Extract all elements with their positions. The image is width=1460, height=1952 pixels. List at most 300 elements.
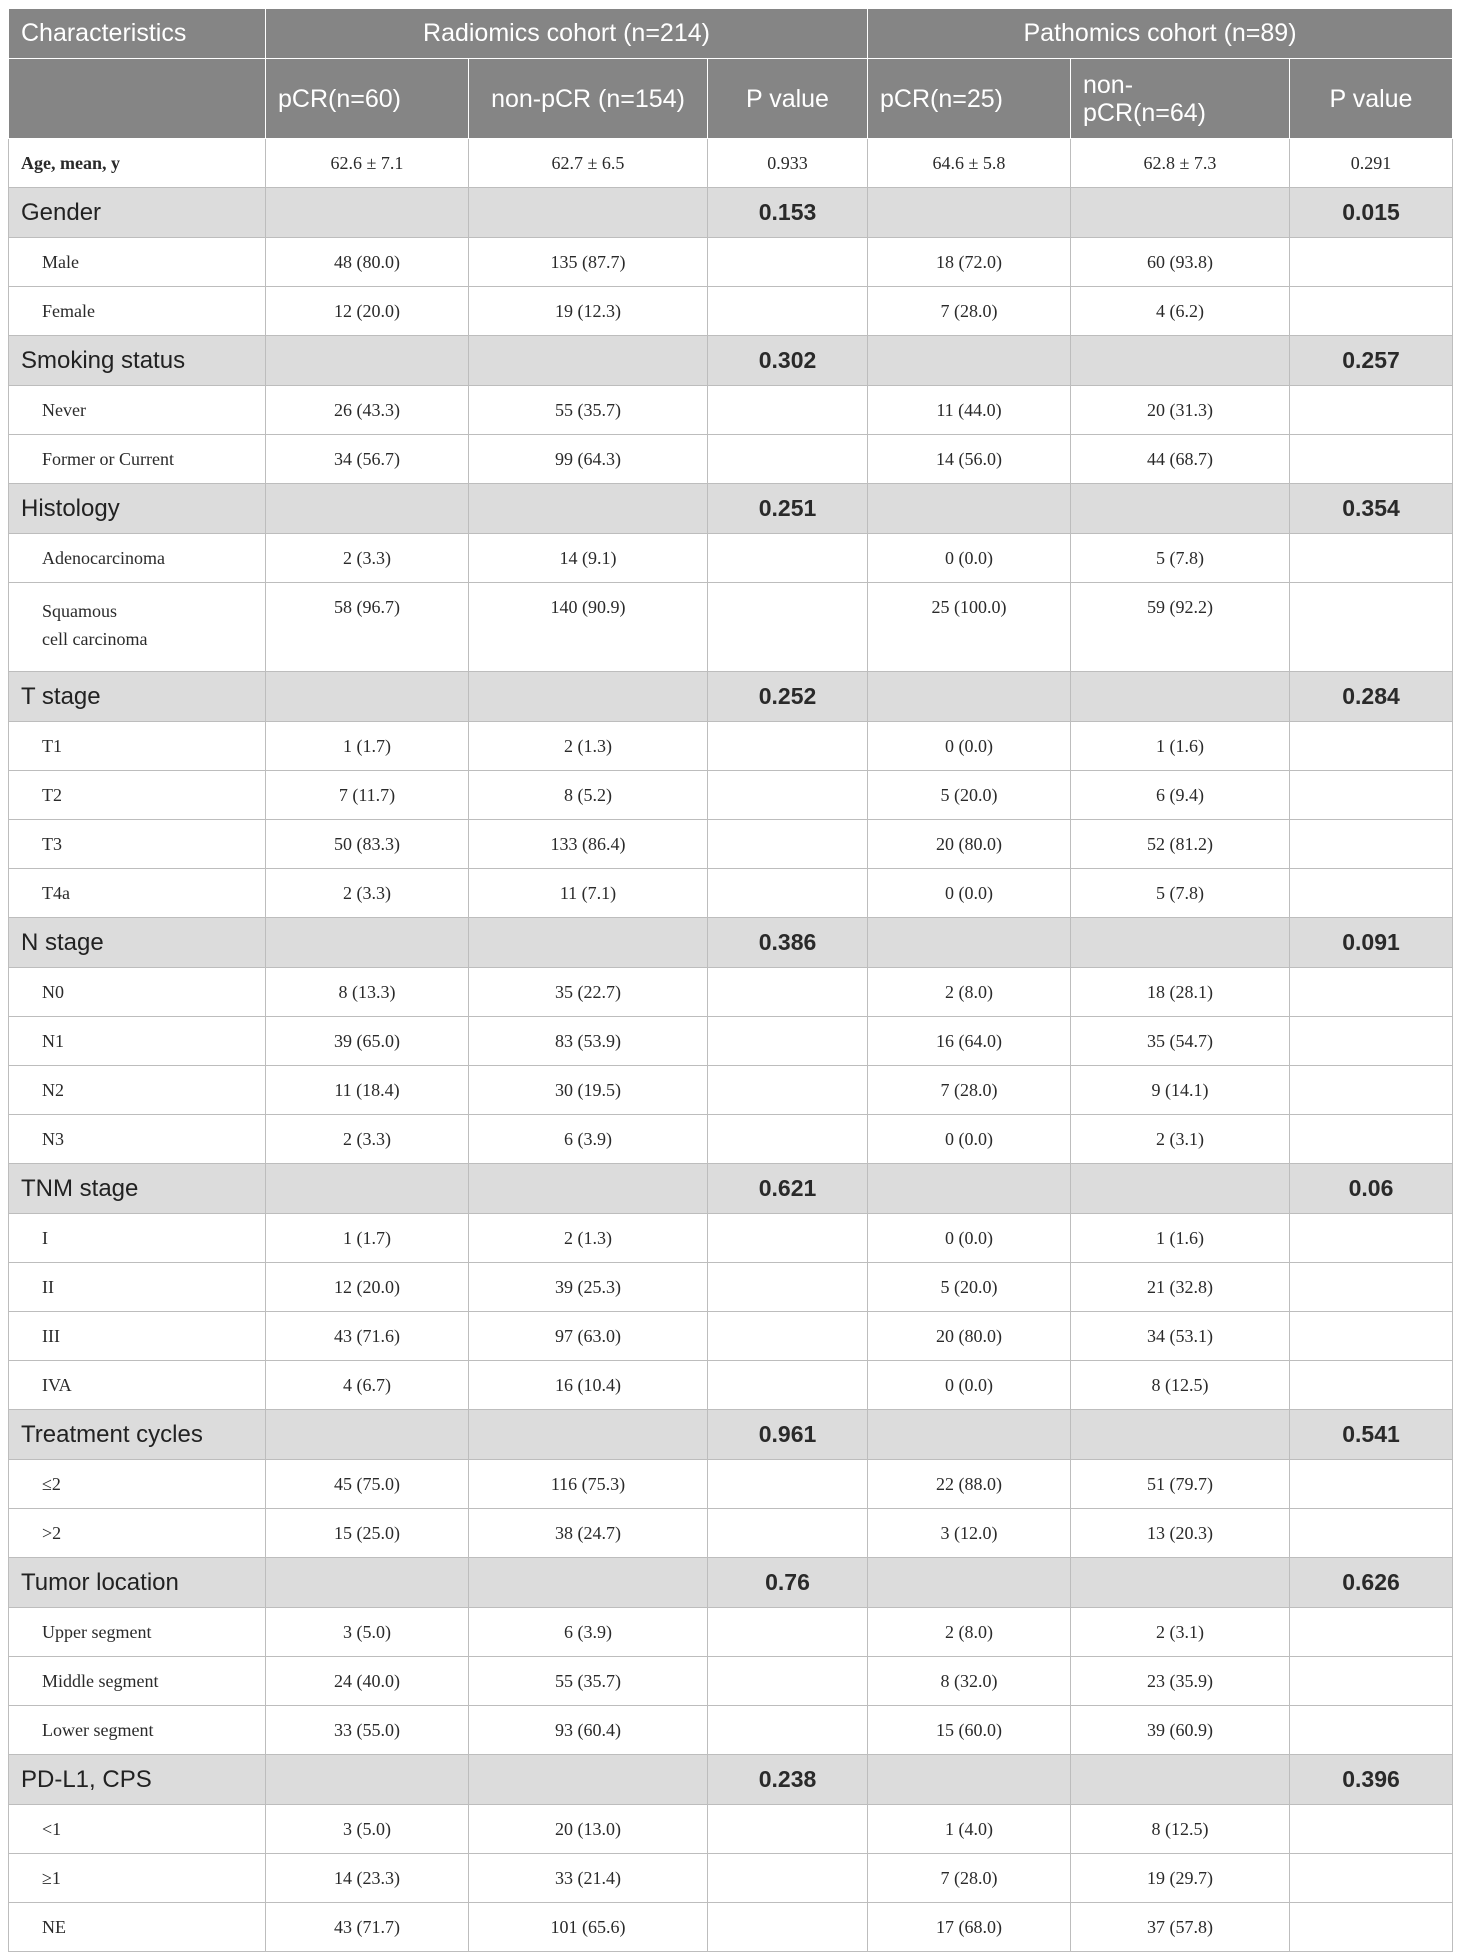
table-cell: 0.06 <box>1290 1164 1453 1214</box>
table-cell: 62.8 ± 7.3 <box>1071 139 1290 188</box>
table-cell: 0.252 <box>708 672 868 722</box>
group-header-row <box>9 918 1453 968</box>
table-cell: 0.354 <box>1290 484 1453 534</box>
table-cell: 17 (68.0) <box>868 1903 1071 1952</box>
row-label: Smoking status <box>9 336 266 386</box>
table-row <box>9 139 1453 188</box>
table-cell <box>1290 1017 1453 1066</box>
table-cell <box>1290 583 1453 672</box>
table-cell: 19 (12.3) <box>469 287 708 336</box>
table-cell: 3 (5.0) <box>266 1805 469 1854</box>
table-cell <box>708 386 868 435</box>
table-cell: 62.7 ± 6.5 <box>469 139 708 188</box>
table-row <box>9 238 1453 287</box>
table-cell: 16 (64.0) <box>868 1017 1071 1066</box>
table-cell <box>868 1558 1071 1608</box>
table-cell: 55 (35.7) <box>469 386 708 435</box>
row-label: IVA <box>9 1361 266 1410</box>
table-cell: 20 (80.0) <box>868 1312 1071 1361</box>
table-row <box>9 869 1453 918</box>
table-cell <box>266 1410 469 1460</box>
table-cell: 5 (20.0) <box>868 771 1071 820</box>
table-cell <box>266 1164 469 1214</box>
table-cell: 0.015 <box>1290 188 1453 238</box>
row-label: Female <box>9 287 266 336</box>
table-cell: 39 (60.9) <box>1071 1706 1290 1755</box>
table-cell <box>868 672 1071 722</box>
table-cell <box>868 1755 1071 1805</box>
row-label: I <box>9 1214 266 1263</box>
table-cell: 133 (86.4) <box>469 820 708 869</box>
table-cell <box>708 1854 868 1903</box>
table-cell <box>868 336 1071 386</box>
table-cell: 15 (25.0) <box>266 1509 469 1558</box>
table-cell: 20 (31.3) <box>1071 386 1290 435</box>
table-cell: 7 (11.7) <box>266 771 469 820</box>
table-cell: 23 (35.9) <box>1071 1657 1290 1706</box>
table-cell: 37 (57.8) <box>1071 1903 1290 1952</box>
table-cell: 39 (65.0) <box>266 1017 469 1066</box>
row-label: TNM stage <box>9 1164 266 1214</box>
table-cell: 0.291 <box>1290 139 1453 188</box>
table-cell: 2 (3.1) <box>1071 1115 1290 1164</box>
table-cell <box>266 1755 469 1805</box>
table-cell: 12 (20.0) <box>266 1263 469 1312</box>
table-cell: 1 (1.6) <box>1071 1214 1290 1263</box>
table-row <box>9 1066 1453 1115</box>
table-cell <box>708 869 868 918</box>
table-cell: 8 (13.3) <box>266 968 469 1017</box>
table-cell: 0 (0.0) <box>868 722 1071 771</box>
row-label: Histology <box>9 484 266 534</box>
row-label: III <box>9 1312 266 1361</box>
table-cell: 12 (20.0) <box>266 287 469 336</box>
table-row <box>9 435 1453 484</box>
table-cell <box>469 336 708 386</box>
table-cell <box>469 918 708 968</box>
row-label: Squamous cell carcinoma <box>9 583 266 672</box>
table-cell <box>708 1066 868 1115</box>
table-cell: 43 (71.6) <box>266 1312 469 1361</box>
table-cell: 1 (1.6) <box>1071 722 1290 771</box>
table-cell: 39 (25.3) <box>469 1263 708 1312</box>
table-row <box>9 1706 1453 1755</box>
table-row <box>9 1214 1453 1263</box>
table-cell <box>708 1115 868 1164</box>
table-row <box>9 386 1453 435</box>
table-cell: 0.153 <box>708 188 868 238</box>
table-cell: 2 (3.3) <box>266 869 469 918</box>
header-radiomics-non-pcr: non-pCR (n=154) <box>469 59 708 139</box>
table-cell <box>1071 1410 1290 1460</box>
table-cell: 0 (0.0) <box>868 869 1071 918</box>
table-cell: 3 (5.0) <box>266 1608 469 1657</box>
table-row <box>9 1903 1453 1952</box>
table-cell: 14 (9.1) <box>469 534 708 583</box>
table-cell: 62.6 ± 7.1 <box>266 139 469 188</box>
table-cell <box>708 1509 868 1558</box>
table-body <box>9 139 1453 1952</box>
table-row <box>9 722 1453 771</box>
table-cell <box>266 336 469 386</box>
table-cell: 0.541 <box>1290 1410 1453 1460</box>
table-cell <box>266 918 469 968</box>
header-pathomics-non-pcr-text: non-pCR(n=64) <box>1083 70 1206 127</box>
row-label: N3 <box>9 1115 266 1164</box>
table-row <box>9 1460 1453 1509</box>
header-pathomics-cohort: Pathomics cohort (n=89) <box>868 9 1453 59</box>
header-pathomics-p-value: P value <box>1290 59 1453 139</box>
table-cell: 51 (79.7) <box>1071 1460 1290 1509</box>
table-cell: 0.386 <box>708 918 868 968</box>
row-label: Never <box>9 386 266 435</box>
table-cell: 2 (3.3) <box>266 534 469 583</box>
table-cell <box>708 534 868 583</box>
table-cell: 19 (29.7) <box>1071 1854 1290 1903</box>
table-cell <box>1290 386 1453 435</box>
table-cell: 35 (22.7) <box>469 968 708 1017</box>
table-cell <box>708 1214 868 1263</box>
table-cell <box>1290 869 1453 918</box>
header-blank <box>9 59 266 139</box>
table-cell: 21 (32.8) <box>1071 1263 1290 1312</box>
row-label: N stage <box>9 918 266 968</box>
table-cell: 1 (1.7) <box>266 722 469 771</box>
table-cell: 11 (7.1) <box>469 869 708 918</box>
table-cell <box>708 1805 868 1854</box>
table-header <box>9 9 1453 139</box>
header-radiomics-p-value: P value <box>708 59 868 139</box>
row-label: Tumor location <box>9 1558 266 1608</box>
table-cell: 0.933 <box>708 139 868 188</box>
table-cell: 6 (3.9) <box>469 1115 708 1164</box>
group-header-row <box>9 1755 1453 1805</box>
group-header-row <box>9 188 1453 238</box>
row-label: N1 <box>9 1017 266 1066</box>
table-cell <box>708 771 868 820</box>
table-cell: 0.238 <box>708 1755 868 1805</box>
table-cell <box>1290 1706 1453 1755</box>
table-cell <box>1290 1509 1453 1558</box>
row-label: T4a <box>9 869 266 918</box>
table-row <box>9 968 1453 1017</box>
table-row <box>9 1805 1453 1854</box>
table-cell: 18 (28.1) <box>1071 968 1290 1017</box>
table-cell <box>1071 188 1290 238</box>
table-row <box>9 1361 1453 1410</box>
header-radiomics-pcr: pCR(n=60) <box>266 59 469 139</box>
table-cell: 25 (100.0) <box>868 583 1071 672</box>
table-cell: 8 (32.0) <box>868 1657 1071 1706</box>
table-cell: 5 (7.8) <box>1071 534 1290 583</box>
row-label: Lower segment <box>9 1706 266 1755</box>
table-cell: 11 (44.0) <box>868 386 1071 435</box>
group-header-row <box>9 336 1453 386</box>
table-cell <box>868 484 1071 534</box>
table-cell <box>1290 1805 1453 1854</box>
table-cell: 20 (13.0) <box>469 1805 708 1854</box>
table-cell: 52 (81.2) <box>1071 820 1290 869</box>
table-cell: 34 (53.1) <box>1071 1312 1290 1361</box>
table-cell: 8 (12.5) <box>1071 1805 1290 1854</box>
table-cell <box>1071 918 1290 968</box>
table-row <box>9 1017 1453 1066</box>
row-label: T stage <box>9 672 266 722</box>
table-cell: 33 (21.4) <box>469 1854 708 1903</box>
table-cell: 99 (64.3) <box>469 435 708 484</box>
table-cell: 7 (28.0) <box>868 287 1071 336</box>
table-cell: 97 (63.0) <box>469 1312 708 1361</box>
row-label: Middle segment <box>9 1657 266 1706</box>
table-cell: 18 (72.0) <box>868 238 1071 287</box>
table-cell: 38 (24.7) <box>469 1509 708 1558</box>
table-cell: 1 (1.7) <box>266 1214 469 1263</box>
table-cell <box>1290 287 1453 336</box>
table-cell <box>708 968 868 1017</box>
table-cell <box>1290 1115 1453 1164</box>
table-cell: 2 (3.3) <box>266 1115 469 1164</box>
table-cell: 15 (60.0) <box>868 1706 1071 1755</box>
table-cell <box>708 1460 868 1509</box>
table-row <box>9 1263 1453 1312</box>
table-cell <box>708 1903 868 1952</box>
row-label: Male <box>9 238 266 287</box>
table-cell: 0.302 <box>708 336 868 386</box>
table-cell <box>1290 1460 1453 1509</box>
table-cell: 116 (75.3) <box>469 1460 708 1509</box>
header-row-cohorts <box>9 9 1453 59</box>
row-label: II <box>9 1263 266 1312</box>
table-cell: 6 (3.9) <box>469 1608 708 1657</box>
table-cell: 2 (1.3) <box>469 1214 708 1263</box>
table-cell: 44 (68.7) <box>1071 435 1290 484</box>
table-cell <box>708 1312 868 1361</box>
table-cell <box>708 1608 868 1657</box>
row-label: PD-L1, CPS <box>9 1755 266 1805</box>
row-label: <1 <box>9 1805 266 1854</box>
row-label: Adenocarcinoma <box>9 534 266 583</box>
table-cell: 5 (20.0) <box>868 1263 1071 1312</box>
table-cell: 0.396 <box>1290 1755 1453 1805</box>
table-cell <box>469 1410 708 1460</box>
table-cell: 26 (43.3) <box>266 386 469 435</box>
table-cell: 0 (0.0) <box>868 1214 1071 1263</box>
table-cell: 2 (8.0) <box>868 1608 1071 1657</box>
row-label: Age, mean, y <box>9 139 266 188</box>
row-label: N2 <box>9 1066 266 1115</box>
table-cell <box>708 1263 868 1312</box>
table-cell: 140 (90.9) <box>469 583 708 672</box>
row-label: Upper segment <box>9 1608 266 1657</box>
table-cell: 6 (9.4) <box>1071 771 1290 820</box>
table-cell: 30 (19.5) <box>469 1066 708 1115</box>
table-cell: 16 (10.4) <box>469 1361 708 1410</box>
table-cell: 101 (65.6) <box>469 1903 708 1952</box>
table-cell: 58 (96.7) <box>266 583 469 672</box>
row-label: Former or Current <box>9 435 266 484</box>
table-row <box>9 1608 1453 1657</box>
row-label: Gender <box>9 188 266 238</box>
table-cell <box>1290 435 1453 484</box>
table-cell: 0.284 <box>1290 672 1453 722</box>
table-cell: 24 (40.0) <box>266 1657 469 1706</box>
header-pathomics-pcr: pCR(n=25) <box>868 59 1071 139</box>
table-row <box>9 583 1453 672</box>
table-cell <box>469 1755 708 1805</box>
table-cell: 0 (0.0) <box>868 1115 1071 1164</box>
table-cell <box>1290 1066 1453 1115</box>
table-cell <box>1071 1558 1290 1608</box>
table-cell: 48 (80.0) <box>266 238 469 287</box>
table-cell <box>708 1017 868 1066</box>
table-cell: 11 (18.4) <box>266 1066 469 1115</box>
table-cell: 4 (6.2) <box>1071 287 1290 336</box>
table-row <box>9 287 1453 336</box>
table-cell: 60 (93.8) <box>1071 238 1290 287</box>
table-cell <box>708 238 868 287</box>
table-cell <box>868 1164 1071 1214</box>
table-cell <box>1290 1214 1453 1263</box>
group-header-row <box>9 1164 1453 1214</box>
table-cell <box>1290 1312 1453 1361</box>
row-label: >2 <box>9 1509 266 1558</box>
table-cell <box>868 918 1071 968</box>
row-label: ≤2 <box>9 1460 266 1509</box>
table-cell: 22 (88.0) <box>868 1460 1071 1509</box>
table-cell <box>1290 1361 1453 1410</box>
table-cell <box>266 1558 469 1608</box>
header-radiomics-cohort: Radiomics cohort (n=214) <box>266 9 868 59</box>
table-cell <box>708 583 868 672</box>
table-cell: 3 (12.0) <box>868 1509 1071 1558</box>
table-cell: 8 (5.2) <box>469 771 708 820</box>
table-cell: 0.251 <box>708 484 868 534</box>
table-cell <box>868 1410 1071 1460</box>
table-cell: 7 (28.0) <box>868 1066 1071 1115</box>
table-cell: 59 (92.2) <box>1071 583 1290 672</box>
table-row <box>9 771 1453 820</box>
table-cell <box>868 188 1071 238</box>
table-cell: 0.961 <box>708 1410 868 1460</box>
table-cell: 45 (75.0) <box>266 1460 469 1509</box>
table-cell <box>1071 484 1290 534</box>
table-cell <box>708 1706 868 1755</box>
table-cell <box>1071 336 1290 386</box>
table-cell: 0.626 <box>1290 1558 1453 1608</box>
table-cell <box>1290 1608 1453 1657</box>
table-cell <box>1290 1903 1453 1952</box>
table-cell: 2 (3.1) <box>1071 1608 1290 1657</box>
table-cell: 50 (83.3) <box>266 820 469 869</box>
table-cell: 0 (0.0) <box>868 1361 1071 1410</box>
table-cell: 0.257 <box>1290 336 1453 386</box>
table-cell <box>1290 722 1453 771</box>
header-pathomics-non-pcr <box>1071 59 1290 139</box>
table-cell <box>469 1164 708 1214</box>
table-cell: 0.091 <box>1290 918 1453 968</box>
group-header-row <box>9 672 1453 722</box>
table-row <box>9 1657 1453 1706</box>
row-label: ≥1 <box>9 1854 266 1903</box>
table-cell: 43 (71.7) <box>266 1903 469 1952</box>
table-cell <box>469 188 708 238</box>
table-cell <box>708 287 868 336</box>
table-cell <box>708 1657 868 1706</box>
group-header-row <box>9 1410 1453 1460</box>
table-cell <box>1290 1657 1453 1706</box>
table-cell <box>469 484 708 534</box>
group-header-row <box>9 484 1453 534</box>
table-cell: 34 (56.7) <box>266 435 469 484</box>
table-cell: 93 (60.4) <box>469 1706 708 1755</box>
table-cell: 55 (35.7) <box>469 1657 708 1706</box>
table-row <box>9 1312 1453 1361</box>
table-cell: 1 (4.0) <box>868 1805 1071 1854</box>
table-cell <box>708 1361 868 1410</box>
row-label: T3 <box>9 820 266 869</box>
table-row <box>9 534 1453 583</box>
header-characteristics: Characteristics <box>9 9 266 59</box>
table-cell <box>1290 820 1453 869</box>
row-label: T1 <box>9 722 266 771</box>
table-cell: 20 (80.0) <box>868 820 1071 869</box>
table-cell <box>1290 771 1453 820</box>
table-cell <box>708 722 868 771</box>
table-cell: 13 (20.3) <box>1071 1509 1290 1558</box>
table-cell <box>1071 672 1290 722</box>
table-cell: 8 (12.5) <box>1071 1361 1290 1410</box>
table-cell <box>1290 1263 1453 1312</box>
table-cell: 2 (1.3) <box>469 722 708 771</box>
table-cell <box>708 435 868 484</box>
table-cell: 0.621 <box>708 1164 868 1214</box>
table-cell <box>708 820 868 869</box>
table-cell: 0.76 <box>708 1558 868 1608</box>
table-row <box>9 1509 1453 1558</box>
table-cell: 9 (14.1) <box>1071 1066 1290 1115</box>
table-cell: 0 (0.0) <box>868 534 1071 583</box>
table-row <box>9 1115 1453 1164</box>
row-label: T2 <box>9 771 266 820</box>
row-label: N0 <box>9 968 266 1017</box>
table-cell <box>1290 238 1453 287</box>
group-header-row <box>9 1558 1453 1608</box>
table-cell: 5 (7.8) <box>1071 869 1290 918</box>
characteristics-table <box>8 8 1453 1952</box>
header-row-columns <box>9 59 1453 139</box>
table-cell: 14 (56.0) <box>868 435 1071 484</box>
table-cell <box>266 188 469 238</box>
table-cell <box>1071 1164 1290 1214</box>
table-cell <box>1290 1854 1453 1903</box>
table-cell: 7 (28.0) <box>868 1854 1071 1903</box>
table-cell <box>1290 968 1453 1017</box>
table-cell <box>469 1558 708 1608</box>
table-cell <box>266 672 469 722</box>
table-cell: 14 (23.3) <box>266 1854 469 1903</box>
table-cell <box>266 484 469 534</box>
table-cell: 2 (8.0) <box>868 968 1071 1017</box>
table-cell: 33 (55.0) <box>266 1706 469 1755</box>
row-label: Treatment cycles <box>9 1410 266 1460</box>
table-row <box>9 820 1453 869</box>
table-cell: 83 (53.9) <box>469 1017 708 1066</box>
table-cell <box>1071 1755 1290 1805</box>
row-label: NE <box>9 1903 266 1952</box>
table-cell <box>1290 534 1453 583</box>
table-cell: 35 (54.7) <box>1071 1017 1290 1066</box>
table-cell: 64.6 ± 5.8 <box>868 139 1071 188</box>
